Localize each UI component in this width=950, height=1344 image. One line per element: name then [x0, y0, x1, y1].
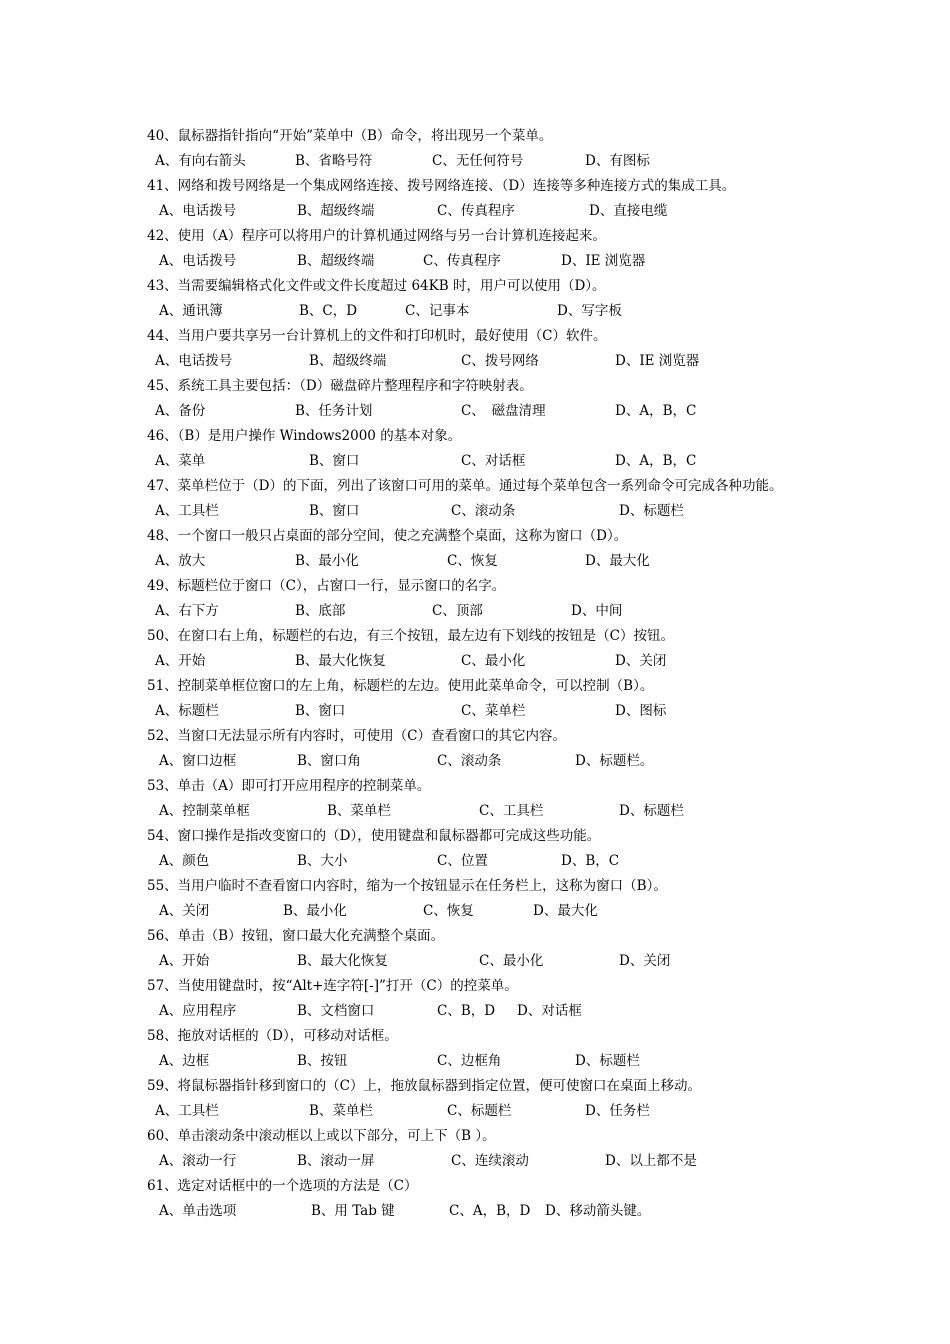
question-stem: 49、标题栏位于窗口（C），占窗口一行，显示窗口的名字。	[147, 578, 506, 594]
question-item	[147, 724, 847, 774]
question-stem: 57、当使用键盘时，按“Alt+连字符[-]”打开（C）的控菜单。	[147, 978, 518, 994]
option-d: D、有图标	[585, 153, 650, 169]
option-c: C、A，B，D	[449, 1203, 531, 1219]
option-d: D、标题栏	[619, 503, 684, 519]
question-item	[147, 974, 847, 1024]
option-d: D、A，B，C	[615, 403, 697, 419]
option-row	[147, 499, 847, 524]
option-b: B、按钮	[297, 1053, 348, 1069]
option-b: B、窗口	[309, 503, 360, 519]
option-c: C、对话框	[461, 453, 526, 469]
question-stem: 45、系统工具主要包括：（D）磁盘碎片整理程序和字符映射表。	[147, 378, 533, 394]
question-item	[147, 1074, 847, 1124]
option-d: D、标题栏	[619, 803, 684, 819]
option-c: C、最小化	[479, 953, 544, 969]
option-c: C、工具栏	[479, 803, 544, 819]
option-d: D、最大化	[585, 553, 650, 569]
option-b: B、最小化	[283, 903, 347, 919]
option-a: A、边框	[159, 1053, 210, 1069]
option-row	[147, 1199, 847, 1224]
option-b: B、超级终端	[297, 253, 375, 269]
option-c: C、位置	[437, 853, 488, 869]
question-stem: 47、菜单栏位于（D）的下面，列出了该窗口可用的菜单。通过每个菜单包含一系列命令可完成各种功能。	[147, 478, 783, 494]
option-row	[147, 299, 847, 324]
option-b: B、任务计划	[295, 403, 373, 419]
option-row	[147, 549, 847, 574]
option-d: D、标题栏	[575, 1053, 640, 1069]
option-c: C、恢复	[423, 903, 474, 919]
question-stem: 41、网络和拨号网络是一个集成网络连接、拨号网络连接、（D）连接等多种连接方式的集成工具。	[147, 178, 736, 194]
option-a: A、电话拨号	[159, 203, 237, 219]
question-list	[147, 124, 847, 1224]
option-row	[147, 899, 847, 924]
option-row	[147, 699, 847, 724]
option-b: B、滚动一屏	[297, 1153, 375, 1169]
option-b: B、最小化	[295, 553, 359, 569]
option-a: A、有向右箭头	[155, 153, 246, 169]
question-item	[147, 224, 847, 274]
question-item	[147, 424, 847, 474]
question-stem: 43、当需要编辑格式化文件或文件长度超过 64KB 时，用户可以使用（D）。	[147, 278, 606, 294]
option-row	[147, 399, 847, 424]
option-d: D、直接电缆	[589, 203, 668, 219]
option-d: D、IE 浏览器	[615, 353, 700, 369]
question-stem: 54、窗口操作是指改变窗口的（D），使用键盘和鼠标器都可完成这些功能。	[147, 828, 601, 844]
option-d: D、对话框	[517, 1003, 582, 1019]
option-row	[147, 999, 847, 1024]
option-b: B、C，D	[299, 303, 358, 319]
question-stem: 55、当用户临时不查看窗口内容时，缩为一个按钮显示在任务栏上，这称为窗口（B）。	[147, 878, 667, 894]
option-b: B、用 Tab 键	[311, 1203, 395, 1219]
question-item	[147, 124, 847, 174]
option-c: C、恢复	[447, 553, 498, 569]
question-stem: 60、单击滚动条中滚动框以上或以下部分，可上下（B ）。	[147, 1128, 496, 1144]
question-item	[147, 1174, 847, 1224]
option-row	[147, 349, 847, 374]
option-row	[147, 149, 847, 174]
option-row	[147, 449, 847, 474]
option-a: A、通讯簿	[159, 303, 223, 319]
option-d: D、中间	[571, 603, 623, 619]
option-b: B、最大化恢复	[297, 953, 388, 969]
option-b: B、文档窗口	[297, 1003, 375, 1019]
option-a: A、控制菜单框	[159, 803, 250, 819]
option-a: A、菜单	[155, 453, 206, 469]
option-b: B、菜单栏	[327, 803, 391, 819]
option-b: B、窗口	[295, 703, 346, 719]
option-d: D、任务栏	[585, 1103, 650, 1119]
option-a: A、单击选项	[159, 1203, 237, 1219]
option-d: D、A，B，C	[615, 453, 697, 469]
option-c: C、顶部	[432, 603, 483, 619]
option-c: C、边框角	[437, 1053, 502, 1069]
option-a: A、应用程序	[159, 1003, 237, 1019]
option-row	[147, 599, 847, 624]
option-d: D、写字板	[557, 303, 622, 319]
option-d: D、最大化	[533, 903, 598, 919]
option-a: A、窗口边框	[159, 753, 237, 769]
question-stem: 48、一个窗口一般只占桌面的部分空间，使之充满整个桌面，这称为窗口（D）。	[147, 528, 628, 544]
option-a: A、电话拨号	[155, 353, 233, 369]
option-c: C、B，D	[437, 1003, 496, 1019]
option-d: D、移动箭头键。	[545, 1203, 651, 1219]
option-row	[147, 949, 847, 974]
option-a: A、工具栏	[155, 1103, 219, 1119]
question-item	[147, 374, 847, 424]
option-row	[147, 249, 847, 274]
option-d: D、关闭	[619, 953, 671, 969]
option-c: C、连续滚动	[451, 1153, 529, 1169]
option-b: B、菜单栏	[309, 1103, 373, 1119]
option-c: C、 磁盘清理	[461, 403, 546, 419]
question-stem: 56、单击（B）按钮，窗口最大化充满整个桌面。	[147, 928, 445, 944]
option-c: C、记事本	[405, 303, 470, 319]
question-item	[147, 824, 847, 874]
option-c: C、最小化	[461, 653, 526, 669]
option-c: C、滚动条	[451, 503, 516, 519]
option-a: A、电话拨号	[159, 253, 237, 269]
option-row	[147, 749, 847, 774]
question-stem: 42、使用（A）程序可以将用户的计算机通过网络与另一台计算机连接起来。	[147, 228, 606, 244]
option-c: C、传真程序	[437, 203, 515, 219]
question-stem: 51、控制菜单框位窗口的左上角，标题栏的左边。使用此菜单命令，可以控制（B）。	[147, 678, 654, 694]
option-d: D、IE 浏览器	[561, 253, 646, 269]
question-item	[147, 174, 847, 224]
question-item	[147, 574, 847, 624]
option-a: A、滚动一行	[159, 1153, 237, 1169]
option-a: A、备份	[155, 403, 206, 419]
option-row	[147, 649, 847, 674]
option-b: B、省略号符	[295, 153, 373, 169]
question-item	[147, 774, 847, 824]
question-item	[147, 274, 847, 324]
option-row	[147, 199, 847, 224]
option-c: C、菜单栏	[461, 703, 526, 719]
question-item	[147, 874, 847, 924]
option-row	[147, 1049, 847, 1074]
option-row	[147, 799, 847, 824]
option-a: A、放大	[155, 553, 206, 569]
option-b: B、窗口角	[297, 753, 361, 769]
option-c: C、滚动条	[437, 753, 502, 769]
option-c: C、传真程序	[423, 253, 501, 269]
option-d: D、标题栏。	[575, 753, 654, 769]
question-item	[147, 524, 847, 574]
option-b: B、窗口	[309, 453, 360, 469]
question-item	[147, 1024, 847, 1074]
option-row	[147, 1149, 847, 1174]
question-item	[147, 924, 847, 974]
question-item	[147, 474, 847, 524]
question-stem: 46、（B）是用户操作 Windows2000 的基本对象。	[147, 428, 462, 444]
option-d: D、以上都不是	[605, 1153, 697, 1169]
option-a: A、开始	[159, 953, 210, 969]
option-c: C、标题栏	[447, 1103, 512, 1119]
question-stem: 52、当窗口无法显示所有内容时，可使用（C）查看窗口的其它内容。	[147, 728, 567, 744]
question-stem: 44、当用户要共享另一台计算机上的文件和打印机时，最好使用（C）软件。	[147, 328, 607, 344]
option-c: C、无任何符号	[432, 153, 524, 169]
option-row	[147, 1099, 847, 1124]
question-item	[147, 324, 847, 374]
option-b: B、最大化恢复	[295, 653, 386, 669]
option-b: B、大小	[297, 853, 348, 869]
question-stem: 50、在窗口右上角，标题栏的右边，有三个按钮，最左边有下划线的按钮是（C）按钮。	[147, 628, 675, 644]
question-item	[147, 624, 847, 674]
option-d: D、图标	[615, 703, 667, 719]
question-stem: 58、拖放对话框的（D），可移动对话框。	[147, 1028, 398, 1044]
question-stem: 59、将鼠标器指针移到窗口的（C）上，拖放鼠标器到指定位置，便可使窗口在桌面上移动。	[147, 1078, 702, 1094]
option-d: D、B，C	[561, 853, 620, 869]
option-b: B、超级终端	[297, 203, 375, 219]
option-a: A、关闭	[159, 903, 210, 919]
option-b: B、底部	[295, 603, 346, 619]
option-b: B、超级终端	[309, 353, 387, 369]
option-a: A、标题栏	[155, 703, 219, 719]
question-stem: 61、选定对话框中的一个选项的方法是（C）	[147, 1178, 418, 1194]
option-d: D、关闭	[615, 653, 667, 669]
question-stem: 40、鼠标器指针指向“开始”菜单中（B）命令，将出现另一个菜单。	[147, 128, 553, 144]
option-a: A、工具栏	[155, 503, 219, 519]
question-item	[147, 674, 847, 724]
question-item	[147, 1124, 847, 1174]
question-stem: 53、单击（A）即可打开应用程序的控制菜单。	[147, 778, 431, 794]
option-a: A、颜色	[159, 853, 210, 869]
option-c: C、拨号网络	[461, 353, 539, 369]
option-row	[147, 849, 847, 874]
option-a: A、开始	[155, 653, 206, 669]
option-a: A、右下方	[155, 603, 219, 619]
